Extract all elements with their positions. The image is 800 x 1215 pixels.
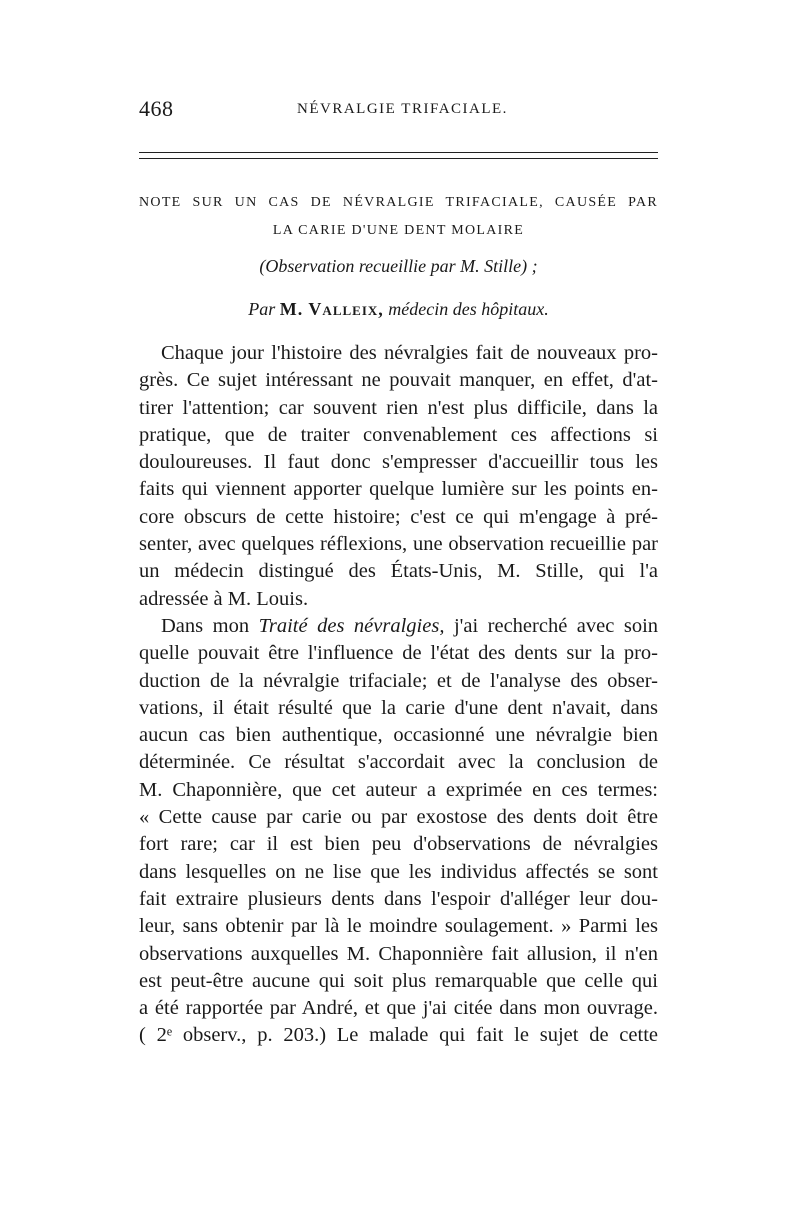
- text-run: Dans mon: [161, 614, 250, 637]
- text-line: ( 2ᵉ observ., p. 203.) Le malade qui fait le sujet de cette: [139, 1024, 658, 1047]
- author-par: Par: [248, 299, 276, 319]
- text-line: tirer l'attention; car souvent rien n'est plus difficile, dans la: [139, 396, 658, 419]
- text-line: faits qui viennent apporter quelque lumière sur les points en-: [139, 478, 658, 501]
- text-line: dans lesquelles on ne lise que les individus affectés se sont: [139, 860, 658, 883]
- text-line: aucun cas bien authentique, occasionné une névralgie bien: [139, 724, 658, 747]
- running-head: NÉVRALGIE TRIFACIALE.: [297, 101, 508, 117]
- text-line: core obscurs de cette histoire; c'est ce qui m'engage à pré-: [139, 505, 658, 528]
- text-line: M. Chaponnière, que cet auteur a exprimée en ces termes:: [139, 778, 658, 801]
- text-line: duction de la névralgie trifaciale; et de l'analyse des obser-: [139, 669, 658, 692]
- text-line: leur, sans obtenir par là le moindre soulagement. » Parmi les: [139, 915, 658, 938]
- text-line: déterminée. Ce résultat s'accordait avec la conclusion de: [139, 751, 658, 774]
- text-line: observations auxquelles M. Chaponnière fait allusion, il n'en: [139, 942, 658, 965]
- text-line: grès. Ce sujet intéressant ne pouvait manquer, en effet, d'at-: [139, 369, 658, 392]
- text-line: senter, avec quelques réflexions, une observation recueillie par: [139, 533, 658, 556]
- text-line: a été rapportée par André, et que j'ai citée dans mon ouvrage.: [139, 997, 658, 1020]
- text-line: est peut-être aucune qui soit plus remarquable que celle qui: [139, 969, 658, 992]
- text-line: adressée à M. Louis.: [139, 587, 309, 610]
- observation-note: (Observation recueillie par M. Stille) ;: [259, 256, 538, 276]
- author-line: [139, 299, 658, 320]
- body-text: [139, 340, 658, 1050]
- text-line: fort rare; car il est bien peu d'observations de névralgies: [139, 833, 658, 856]
- header-rule-top: [139, 152, 658, 153]
- text-line: fait extraire plusieurs dents dans l'espoir d'alléger leur dou-: [139, 887, 658, 910]
- author-name: M. Valleix,: [279, 299, 384, 319]
- text-line: « Cette cause par carie ou par exostose des dents doit être: [139, 806, 658, 829]
- text-line: quelle pouvait être l'influence de l'état des dents sur la pro-: [139, 642, 658, 665]
- author-role: médecin des hôpitaux.: [388, 299, 549, 319]
- text-run: j'ai recherché avec soin: [453, 614, 659, 637]
- text-line: douloureuses. Il faut donc s'empresser d'accueillir tous les: [139, 451, 658, 474]
- text-line: un médecin distingué des États-Unis, M. Stille, qui l'a: [139, 560, 658, 583]
- article-title: [139, 189, 658, 245]
- book-title: Traité des névralgies,: [258, 614, 445, 637]
- text-line: [139, 613, 658, 640]
- header-rule-bottom: [139, 158, 658, 159]
- article-title-line-1: NOTE SUR UN CAS DE NÉVRALGIE TRIFACIALE, CAUSÉE PAR: [139, 195, 658, 210]
- page-number: 468: [139, 96, 174, 121]
- text-line: vations, il était résulté que la carie d'une dent n'avait, dans: [139, 696, 658, 719]
- text-line: Chaque jour l'histoire des névralgies fait de nouveaux pro-: [161, 342, 658, 364]
- article-title-line-2: LA CARIE D'UNE DENT MOLAIRE: [272, 223, 525, 238]
- text-line: pratique, que de traiter convenablement ces affections si: [139, 423, 658, 446]
